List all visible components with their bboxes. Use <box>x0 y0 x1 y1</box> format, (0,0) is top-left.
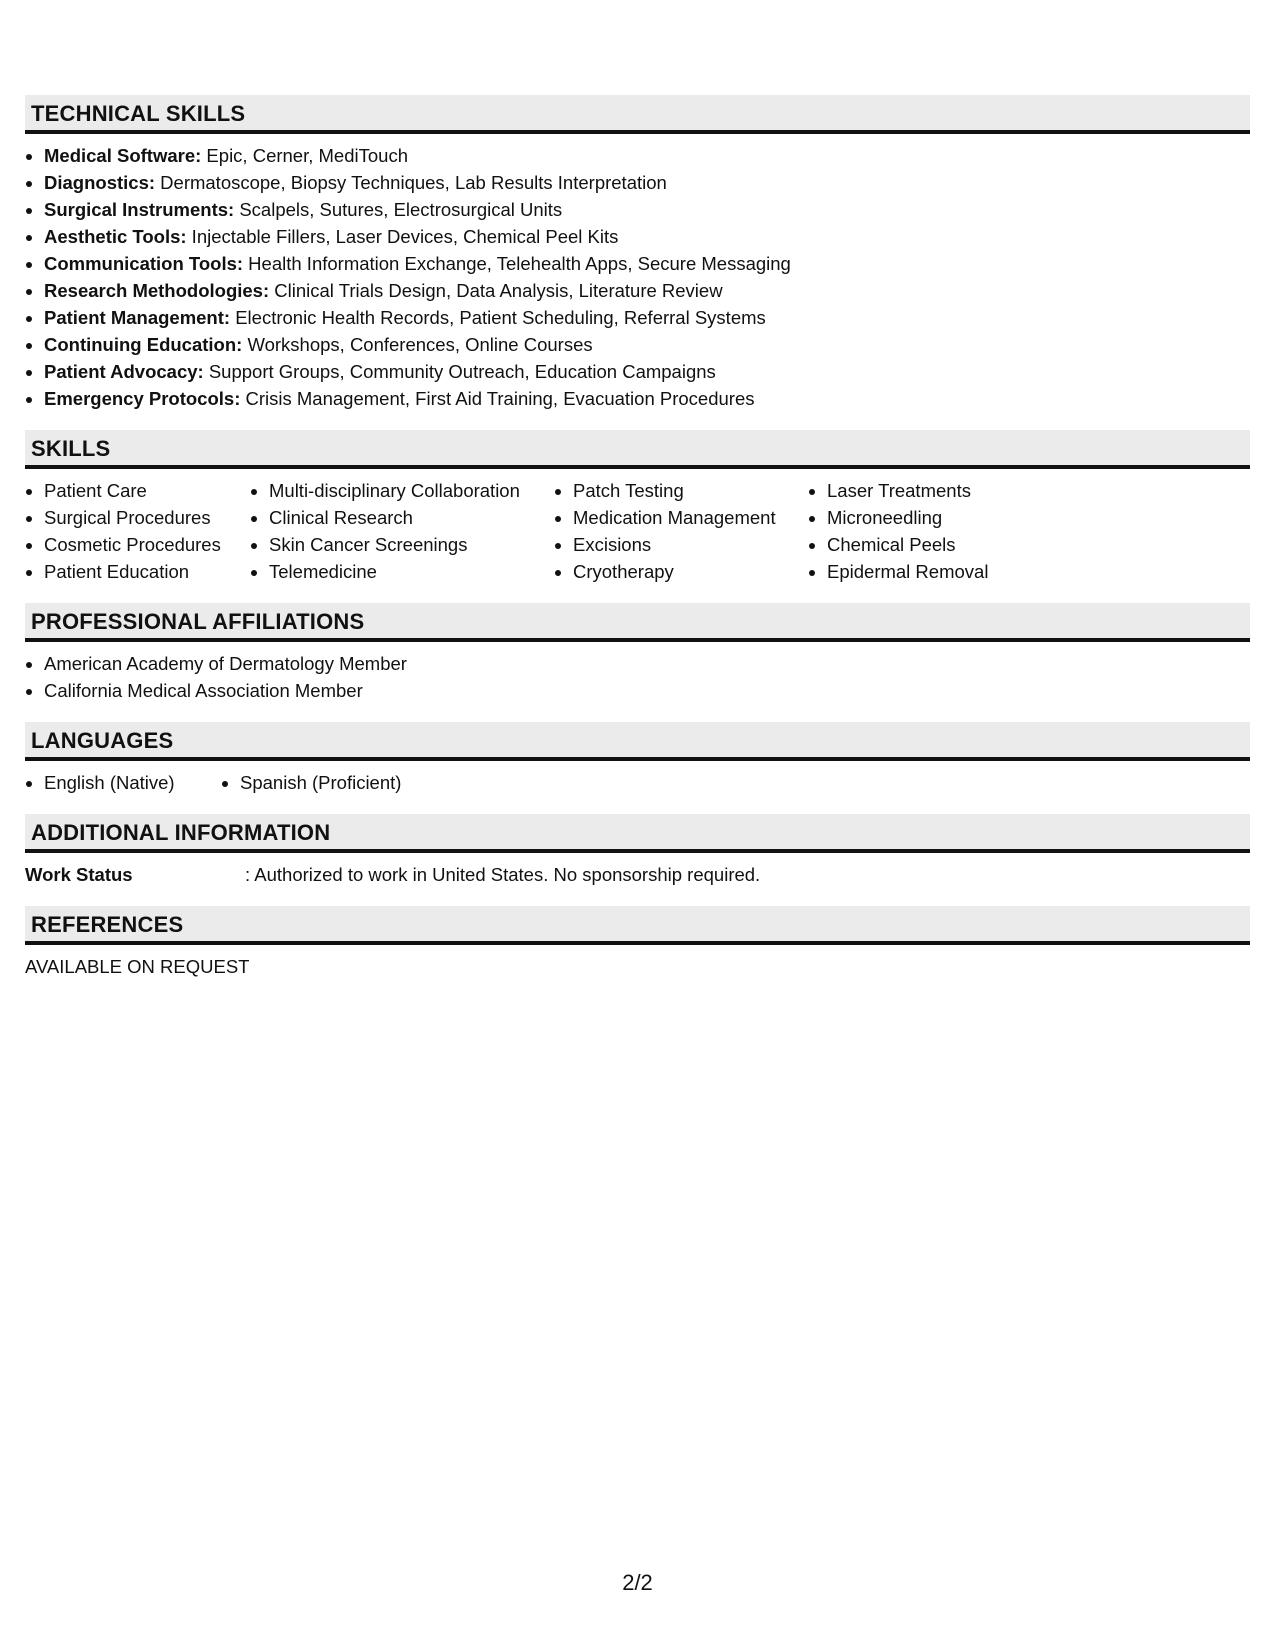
list-item: Medication Management <box>554 504 808 531</box>
skill-details: Epic, Cerner, MediTouch <box>201 145 408 166</box>
list-item: Chemical Peels <box>808 531 1068 558</box>
skill-details: Support Groups, Community Outreach, Education Campaigns <box>203 361 716 382</box>
list-item <box>25 169 1250 196</box>
section-heading: PROFESSIONAL AFFILIATIONS <box>25 603 1250 642</box>
list-item <box>25 358 1250 385</box>
affiliations-section <box>25 603 1250 704</box>
list-item <box>25 304 1250 331</box>
skills-column <box>25 477 250 585</box>
skill-category: Surgical Instruments: <box>44 199 235 220</box>
list-item: Cryotherapy <box>554 558 808 585</box>
skill-category: Research Methodologies: <box>44 280 270 301</box>
list-item: California Medical Association Member <box>25 677 1250 704</box>
list-item: Surgical Procedures <box>25 504 250 531</box>
references-section <box>25 906 1250 980</box>
skill-details: Health Information Exchange, Telehealth Apps, Secure Messaging <box>243 253 791 274</box>
technical-skills-section <box>25 95 1250 412</box>
resume-page <box>25 95 1250 998</box>
list-item <box>25 250 1250 277</box>
list-item <box>25 331 1250 358</box>
list-item: Cosmetic Procedures <box>25 531 250 558</box>
references-text: AVAILABLE ON REQUEST <box>25 956 250 977</box>
page-number: 2/2 <box>622 1570 653 1595</box>
section-heading: TECHNICAL SKILLS <box>25 95 1250 134</box>
list-item: Excisions <box>554 531 808 558</box>
info-row <box>25 861 1250 888</box>
skills-column <box>808 477 1068 585</box>
list-item: Patch Testing <box>554 477 808 504</box>
info-value: : Authorized to work in United States. No sponsorship required. <box>245 864 761 885</box>
skill-details: Injectable Fillers, Laser Devices, Chemical Peel Kits <box>186 226 619 247</box>
list-item: Microneedling <box>808 504 1068 531</box>
skill-details: Dermatoscope, Biopsy Techniques, Lab Results Interpretation <box>155 172 667 193</box>
list-item: Skin Cancer Screenings <box>250 531 554 558</box>
list-item: Patient Care <box>25 477 250 504</box>
skills-column <box>554 477 808 585</box>
list-item: Clinical Research <box>250 504 554 531</box>
section-heading: LANGUAGES <box>25 722 1250 761</box>
list-item <box>25 142 1250 169</box>
skills-section <box>25 430 1250 585</box>
section-heading: REFERENCES <box>25 906 1250 945</box>
info-label: Work Status <box>25 864 133 885</box>
list-item: Telemedicine <box>250 558 554 585</box>
languages-section <box>25 722 1250 796</box>
additional-information-section <box>25 814 1250 888</box>
technical-skills-list <box>25 142 1250 412</box>
skill-category: Continuing Education: <box>44 334 243 355</box>
skill-details: Electronic Health Records, Patient Scheduling, Referral Systems <box>230 307 766 328</box>
list-item: American Academy of Dermatology Member <box>25 650 1250 677</box>
skill-category: Aesthetic Tools: <box>44 226 187 247</box>
list-item: Multi-disciplinary Collaboration <box>250 477 554 504</box>
skill-category: Patient Advocacy: <box>44 361 204 382</box>
list-item <box>25 385 1250 412</box>
skill-category: Communication Tools: <box>44 253 244 274</box>
skill-category: Diagnostics: <box>44 172 156 193</box>
skills-grid <box>25 469 1250 585</box>
skill-category: Patient Management: <box>44 307 231 328</box>
skill-category: Emergency Protocols: <box>44 388 241 409</box>
skill-details: Crisis Management, First Aid Training, Evacuation Procedures <box>240 388 755 409</box>
list-item <box>25 196 1250 223</box>
section-heading: ADDITIONAL INFORMATION <box>25 814 1250 853</box>
skills-column <box>250 477 554 585</box>
list-item <box>25 277 1250 304</box>
skill-details: Clinical Trials Design, Data Analysis, Literature Review <box>269 280 723 301</box>
list-item: Epidermal Removal <box>808 558 1068 585</box>
skill-details: Scalpels, Sutures, Electrosurgical Units <box>234 199 563 220</box>
list-item <box>25 223 1250 250</box>
list-item: Laser Treatments <box>808 477 1068 504</box>
skill-category: Medical Software: <box>44 145 202 166</box>
section-heading: SKILLS <box>25 430 1250 469</box>
list-item: English (Native) <box>25 769 221 796</box>
languages-list <box>25 769 1250 796</box>
list-item: Spanish (Proficient) <box>221 769 401 796</box>
affiliations-list <box>25 650 1250 704</box>
skill-details: Workshops, Conferences, Online Courses <box>242 334 593 355</box>
list-item: Patient Education <box>25 558 250 585</box>
